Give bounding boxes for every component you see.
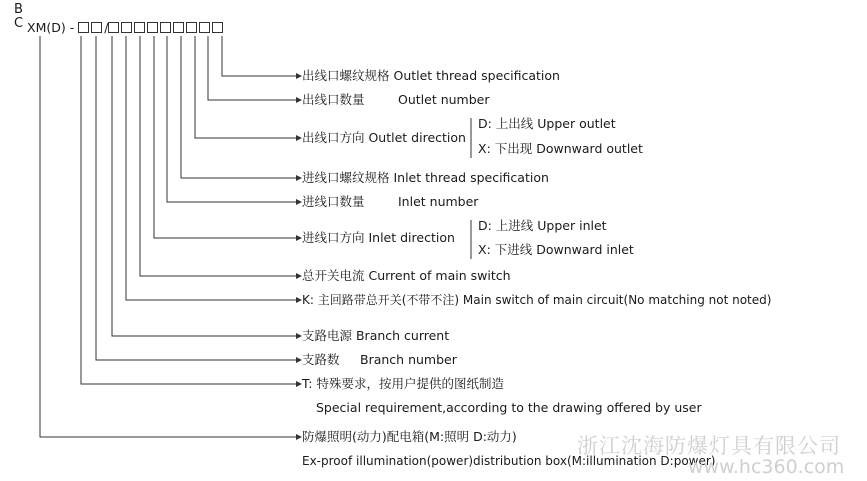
- label-box-en: Ex-proof illumination(power)distribution box(M:illumination D:power): [302, 454, 716, 468]
- label-outlet-direction-d: D: 上出线 Upper outlet: [478, 116, 616, 131]
- line-main-switch-current: [140, 36, 296, 276]
- code-box: [173, 22, 184, 33]
- line-outlet-thread: [222, 36, 296, 76]
- code-letter-b: B: [14, 2, 23, 17]
- code-box: [212, 22, 223, 33]
- label-outlet-number-en: Outlet number: [398, 92, 490, 107]
- label-outlet-thread: 出线口螺纹规格 Outlet thread specification: [302, 68, 560, 83]
- label-branch-number-en: Branch number: [360, 352, 457, 367]
- label-outlet-number: 出线口数量: [302, 92, 365, 107]
- label-inlet-thread: 进线口螺纹规格 Inlet thread specification: [302, 170, 549, 185]
- code-box: [121, 22, 132, 33]
- code-box: [186, 22, 197, 33]
- code-box: [134, 22, 145, 33]
- code-box: [160, 22, 171, 33]
- label-main-switch-current: 总开关电流 Current of main switch: [302, 268, 511, 283]
- code-slash: /: [104, 20, 109, 35]
- watermark-company: 浙江沈海防爆灯具有限公司: [577, 434, 841, 458]
- label-branch-number: 支路数: [302, 352, 340, 367]
- code-box: [91, 22, 102, 33]
- model-separator: -: [69, 20, 75, 35]
- line-outlet-direction: [195, 36, 296, 138]
- watermark-url: www.hc360.com: [688, 456, 845, 478]
- label-box-cn: 防爆照明(动力)配电箱(M:照明 D:动力): [302, 429, 517, 444]
- label-inlet-direction: 进线口方向 Inlet direction: [302, 230, 455, 245]
- label-special-en: Special requirement,according to the drawing offered by user: [316, 400, 702, 415]
- code-box: [199, 22, 210, 33]
- line-inlet-direction: [154, 36, 296, 238]
- line-special: [81, 36, 296, 384]
- label-inlet-number: 进线口数量: [302, 194, 365, 209]
- line-inlet-thread: [181, 36, 296, 178]
- label-outlet-direction-x: X: 下出现 Downward outlet: [478, 141, 643, 156]
- model-code: [27, 21, 225, 35]
- line-box-type: [40, 36, 296, 437]
- line-outlet-number: [208, 36, 296, 100]
- label-inlet-direction-d: D: 上进线 Upper inlet: [478, 218, 607, 233]
- model-name: XM(D): [27, 20, 66, 35]
- code-box: [147, 22, 158, 33]
- label-main-switch: K: 主回路带总开关(不带不注) Main switch of main circuit(No matching not noted): [302, 293, 772, 307]
- line-inlet-number: [167, 36, 296, 202]
- code-box: [108, 22, 119, 33]
- code-letter-c: C: [14, 16, 24, 31]
- label-outlet-direction: 出线口方向 Outlet direction: [302, 130, 466, 145]
- code-box: [78, 22, 89, 33]
- label-special-cn: T: 特殊要求，按用户提供的图纸制造: [302, 376, 504, 391]
- label-inlet-direction-x: X: 下进线 Downward inlet: [478, 242, 634, 257]
- label-branch-current: 支路电源 Branch current: [302, 328, 450, 343]
- label-inlet-number-en: Inlet number: [398, 194, 479, 209]
